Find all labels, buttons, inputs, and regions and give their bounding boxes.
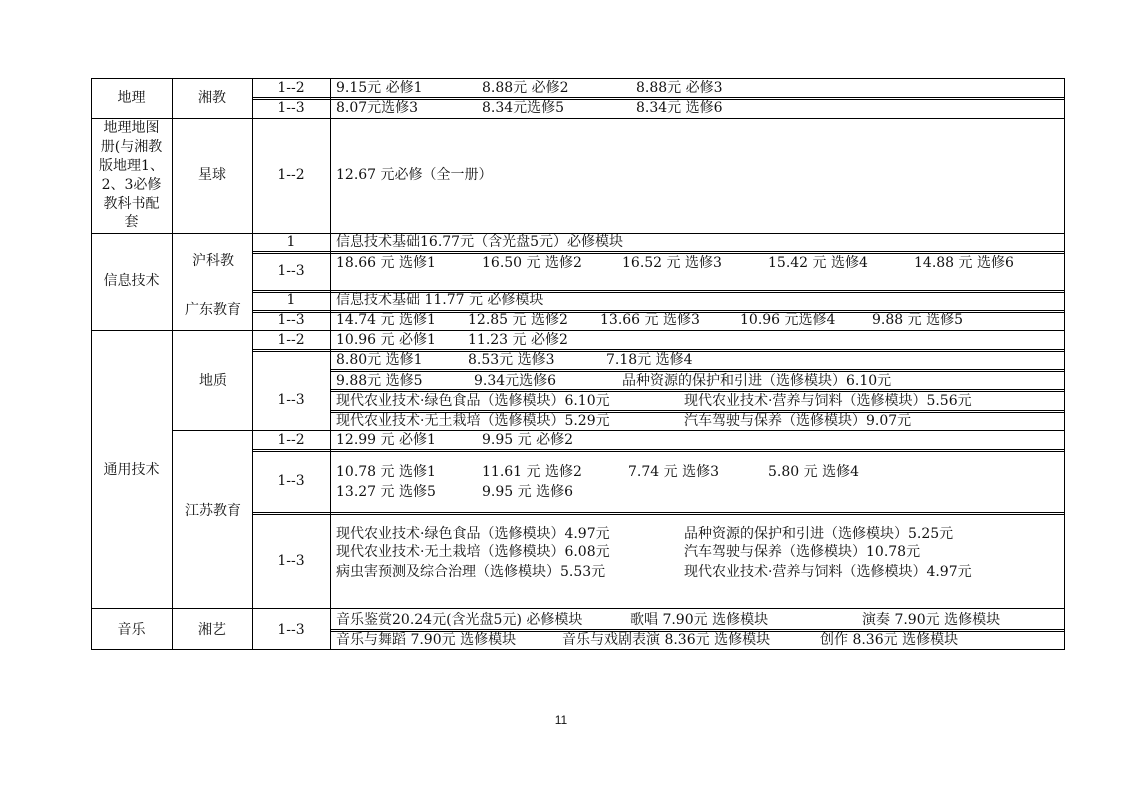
price-entry: 音乐与戏剧表演 8.36元 选修模块 [562, 632, 771, 648]
price-entry: 8.07元选修3 [336, 100, 419, 116]
grade-cell: 1--3 [277, 100, 305, 116]
table-rule [172, 430, 1065, 431]
price-entry: 15.42 元 选修4 [768, 255, 868, 271]
price-entry: 16.50 元 选修2 [482, 255, 582, 271]
price-entry: 14.74 元 选修1 [336, 312, 436, 328]
subject-cell: 地理 [117, 90, 146, 106]
price-entry: 10.96 元 必修1 [336, 332, 436, 348]
price-entry: 病虫害预测及综合治理（选修模块）5.53元 [336, 564, 606, 580]
publisher-cell: 湘艺 [198, 622, 226, 638]
grade-cell: 1--3 [277, 553, 305, 569]
subject-cell-line: 版地理1、 [99, 158, 164, 174]
publisher-cell: 地质 [199, 373, 227, 389]
table-rule [91, 330, 1065, 331]
price-entry: 12.85 元 选修2 [468, 312, 568, 328]
price-entry: 品种资源的保护和引进（选修模块）5.25元 [684, 526, 954, 542]
subject-cell-line: 册(与湘教 [100, 139, 163, 155]
table-rule [91, 649, 1065, 650]
price-entry: 18.66 元 选修1 [336, 255, 436, 271]
price-entry: 14.88 元 选修6 [914, 255, 1014, 271]
publisher-cell: 星球 [198, 167, 226, 183]
price-entry: 9.95 元 选修6 [482, 484, 573, 500]
table-rule [91, 118, 1065, 119]
price-entry: 13.66 元 选修3 [600, 312, 700, 328]
subject-cell: 信息技术 [103, 273, 160, 289]
page-number: 11 [554, 713, 568, 727]
price-entry: 创作 8.36元 选修模块 [820, 632, 959, 648]
price-entry: 8.34元选修5 [482, 100, 565, 116]
subject-cell-line: 教科书配 [103, 196, 160, 212]
price-entry: 16.52 元 选修3 [622, 255, 722, 271]
price-entry: 10.78 元 选修1 [336, 464, 436, 480]
publisher-cell: 广东教育 [185, 302, 241, 318]
price-entry: 7.74 元 选修3 [628, 464, 719, 480]
table-rule [330, 78, 331, 649]
price-entry: 12.67 元必修（全一册） [336, 167, 493, 183]
price-entry: 音乐鉴赏20.24元(含光盘5元) 必修模块 [336, 612, 583, 628]
price-entry: 11.23 元 必修2 [468, 332, 568, 348]
table-rule [252, 251, 1065, 254]
price-entry: 现代农业技术·无土栽培（选修模块）5.29元 [336, 413, 610, 429]
price-entry: 9.88元 选修5 [336, 373, 423, 389]
price-entry: 现代农业技术·营养与饲料（选修模块）5.56元 [684, 393, 972, 409]
price-entry: 音乐与舞蹈 7.90元 选修模块 [336, 632, 517, 648]
price-entry: 信息技术基础 11.77 元 必修模块 [336, 292, 544, 308]
table-rule [91, 608, 1065, 609]
price-entry: 8.53元 选修3 [468, 352, 555, 368]
price-entry: 现代农业技术·营养与饲料（选修模块）4.97元 [684, 564, 972, 580]
publisher-cell: 江苏教育 [185, 503, 241, 519]
price-entry: 现代农业技术·无土栽培（选修模块）6.08元 [336, 544, 610, 560]
table-rule [330, 369, 1065, 372]
price-entry: 歌唱 7.90元 选修模块 [630, 612, 769, 628]
grade-cell: 1--3 [277, 473, 305, 489]
price-entry: 11.61 元 选修2 [482, 464, 582, 480]
price-entry: 12.99 元 必修1 [336, 432, 436, 448]
grade-cell: 1--3 [277, 312, 305, 328]
price-entry: 9.15元 必修1 [336, 80, 423, 96]
price-entry: 现代农业技术·绿色食品（选修模块）6.10元 [336, 393, 610, 409]
price-entry: 8.80元 选修1 [336, 352, 423, 368]
price-entry: 9.88 元 选修5 [872, 312, 963, 328]
price-entry: 13.27 元 选修5 [336, 484, 436, 500]
price-entry: 8.88元 必修2 [482, 80, 569, 96]
price-entry: 信息技术基础16.77元（含光盘5元）必修模块 [336, 234, 623, 250]
table-rule [172, 78, 173, 649]
price-entry: 汽车驾驶与保养（选修模块）9.07元 [684, 413, 912, 429]
grade-cell: 1--3 [277, 263, 305, 279]
table-rule [330, 389, 1065, 392]
table-rule [252, 512, 1065, 515]
price-entry: 现代农业技术·绿色食品（选修模块）4.97元 [336, 526, 610, 542]
subject-cell-line: 地理地图 [103, 120, 160, 136]
price-entry: 5.80 元 选修4 [768, 464, 859, 480]
table-rule [252, 449, 1065, 452]
price-entry: 汽车驾驶与保养（选修模块）10.78元 [684, 544, 921, 560]
grade-cell: 1 [286, 234, 296, 250]
grade-cell: 1--2 [277, 167, 305, 183]
grade-cell: 1--2 [277, 332, 305, 348]
price-entry: 9.34元选修6 [474, 373, 557, 389]
subject-cell-line: 套 [124, 214, 139, 230]
grade-cell: 1 [286, 292, 296, 308]
table-rule [1064, 78, 1065, 649]
subject-cell: 音乐 [117, 622, 146, 638]
grade-cell: 1--3 [277, 622, 305, 638]
publisher-cell: 沪科教 [192, 253, 234, 269]
price-entry: 10.96 元选修4 [740, 312, 836, 328]
publisher-cell: 湘教 [198, 90, 226, 106]
price-entry: 8.34元 选修6 [636, 100, 723, 116]
subject-cell: 通用技术 [103, 462, 160, 478]
price-entry: 演奏 7.90元 选修模块 [862, 612, 1001, 628]
subject-cell-line: 2、3必修 [101, 177, 162, 193]
price-entry: 9.95 元 必修2 [482, 432, 573, 448]
price-entry: 品种资源的保护和引进（选修模块）6.10元 [622, 373, 892, 389]
table-rule [91, 78, 1065, 79]
price-entry: 8.88元 必修3 [636, 80, 723, 96]
grade-cell: 1--2 [277, 432, 305, 448]
grade-cell: 1--2 [277, 80, 305, 96]
grade-cell: 1--3 [277, 392, 305, 408]
price-entry: 7.18元 选修4 [606, 352, 693, 368]
